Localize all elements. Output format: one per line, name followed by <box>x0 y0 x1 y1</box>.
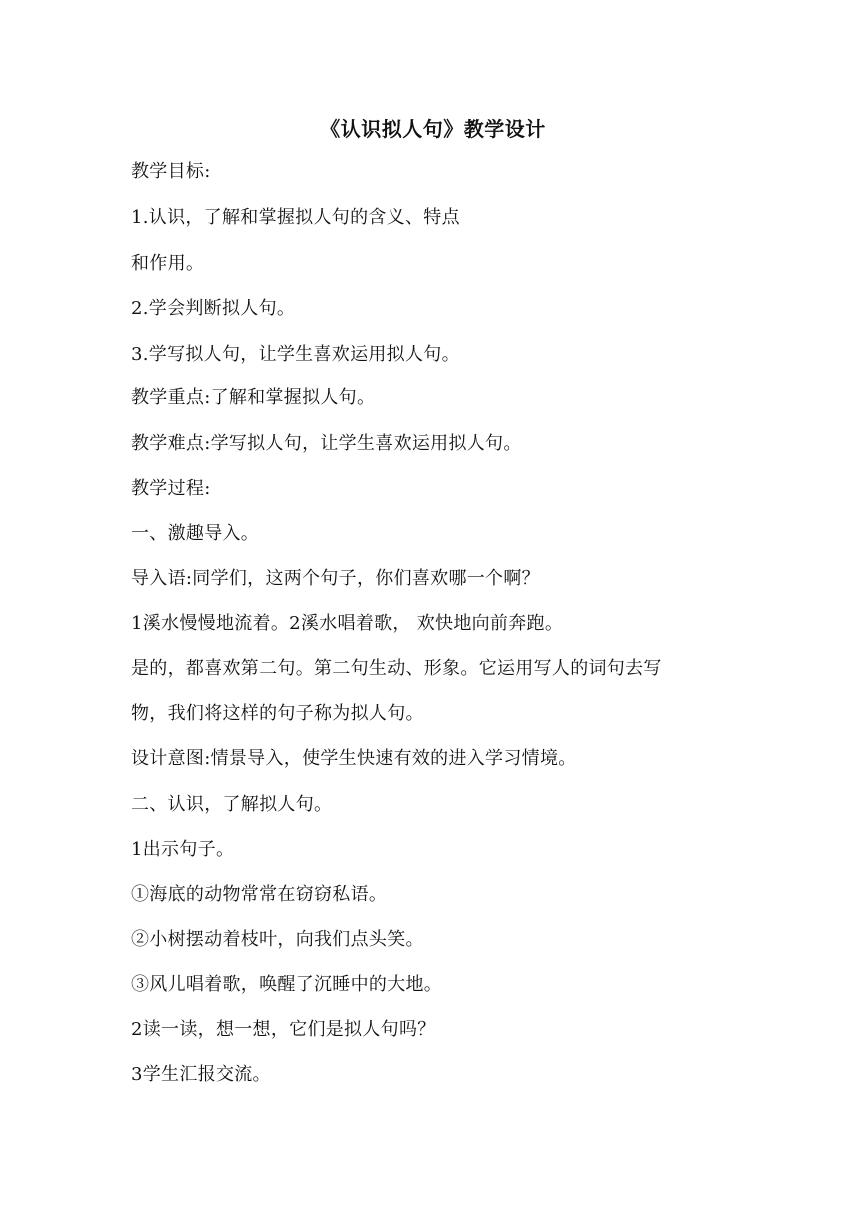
text-line-goal-2: 2.学会判断拟人句。 <box>131 298 296 319</box>
text-line-step-2: 2读一读，想一想，它们是拟人句吗？ <box>131 1019 436 1040</box>
text-line-sentence-2: ②小树摆动着枝叶，向我们点头笑。 <box>131 929 424 950</box>
text-line-section-1-heading: 一、激趣导入。 <box>131 523 260 544</box>
text-line-step-1: 1出示句子。 <box>131 839 235 860</box>
text-line-explanation: 是的，都喜欢第二句。第二句生动、形象。它运用写人的词句去写 <box>131 658 662 679</box>
text-line-goal-1: 1.认识，了解和掌握拟人句的含义、特点 <box>131 207 460 228</box>
text-line-intro-speech: 导入语:同学们，这两个句子，你们喜欢哪一个啊？ <box>131 568 540 589</box>
text-line-step-3: 3学生汇报交流。 <box>131 1064 271 1085</box>
text-line-teaching-goals-heading: 教学目标: <box>131 161 211 182</box>
text-line-example-sentences: 1溪水慢慢地流着。2溪水唱着歌， 欢快地向前奔跑。 <box>131 613 564 634</box>
text-line-section-2-heading: 二、认识，了解拟人句。 <box>131 794 333 815</box>
text-line-goal-1-continued: 和作用。 <box>131 253 205 274</box>
text-line-explanation-continued: 物，我们将这样的句子称为拟人句。 <box>131 703 424 724</box>
text-line-sentence-3: ③风儿唱着歌，唤醒了沉睡中的大地。 <box>131 974 443 995</box>
text-line-difficult-point: 教学难点:学写拟人句，让学生喜欢运用拟人句。 <box>131 433 522 454</box>
document-title: 《认识拟人句》教学设计 <box>320 117 546 141</box>
text-line-design-intent: 设计意图:情景导入，使学生快速有效的进入学习情境。 <box>131 748 577 769</box>
text-line-process-heading: 教学过程: <box>131 478 211 499</box>
text-line-key-point: 教学重点:了解和掌握拟人句。 <box>131 387 376 408</box>
text-line-sentence-1: ①海底的动物常常在窃窃私语。 <box>131 884 388 905</box>
text-line-goal-3: 3.学写拟人句，让学生喜欢运用拟人句。 <box>131 344 460 365</box>
